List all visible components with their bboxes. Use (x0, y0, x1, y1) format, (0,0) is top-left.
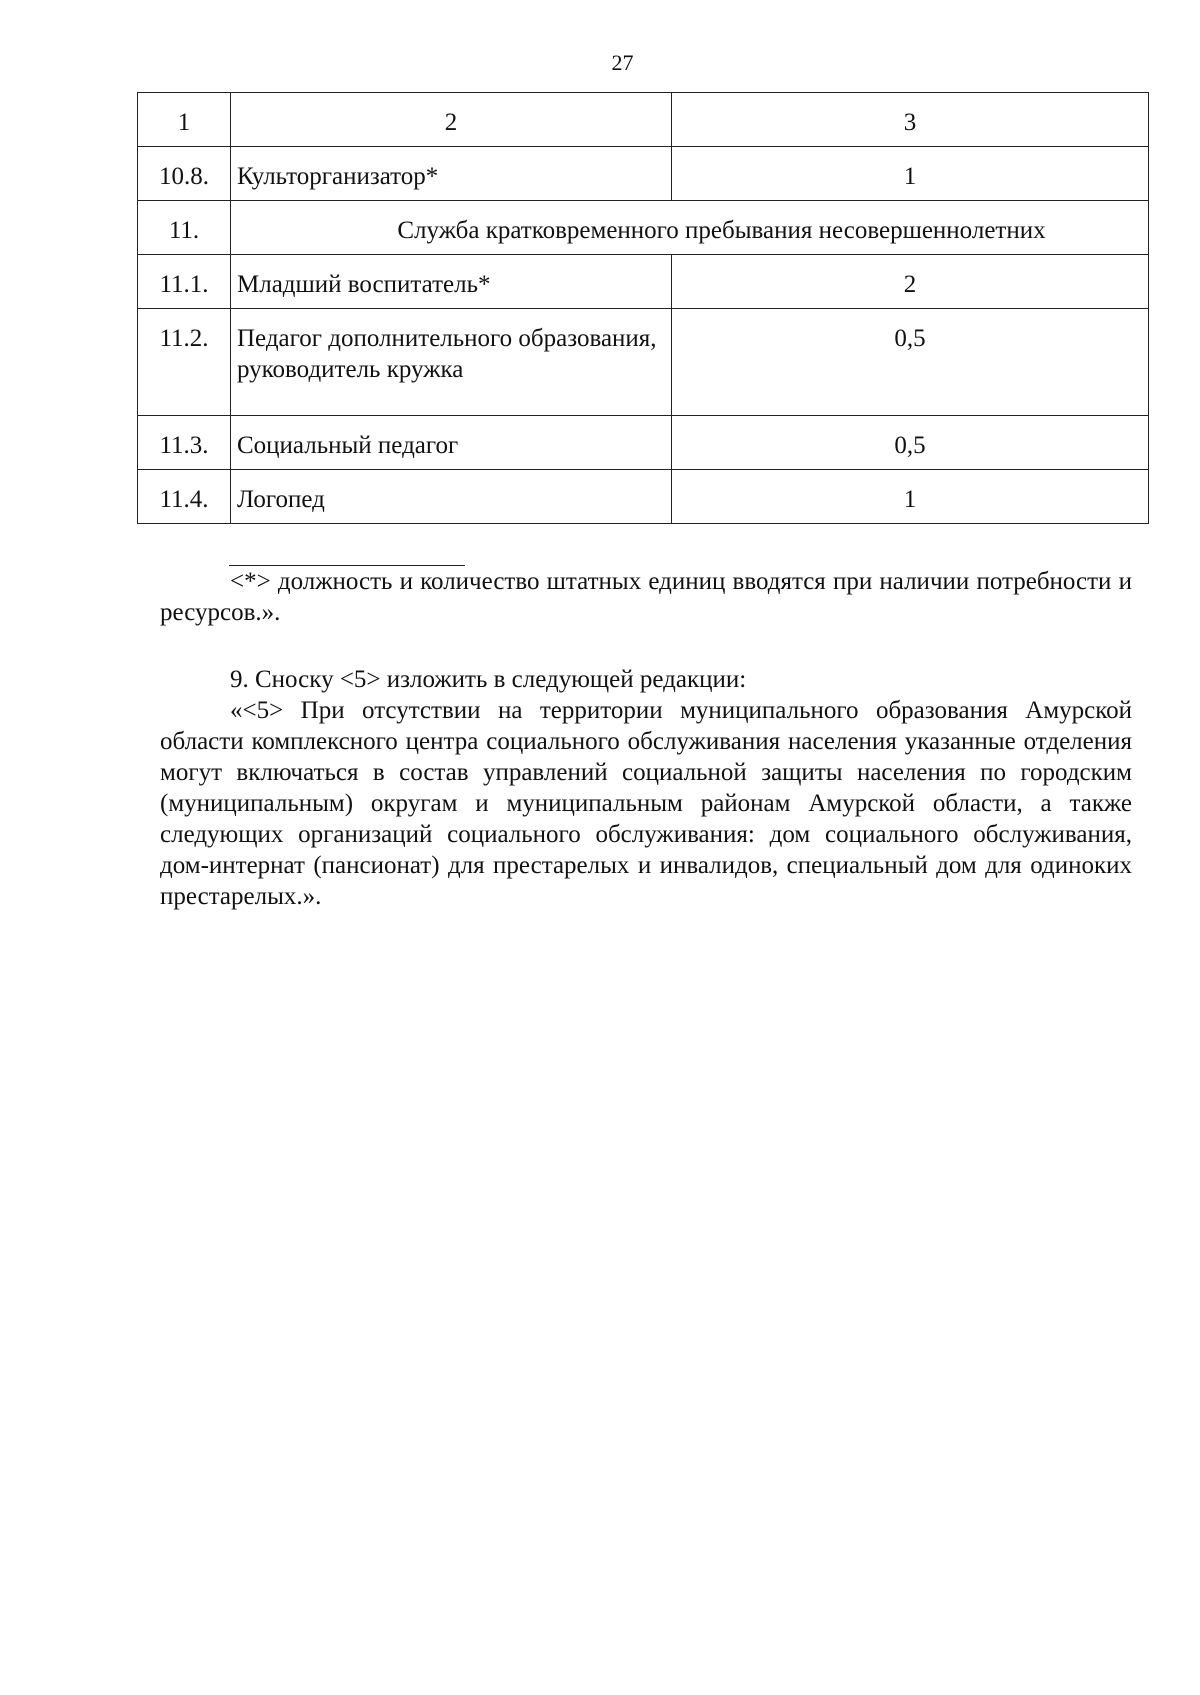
table-row (138, 470, 1149, 524)
table-header-row (138, 93, 1149, 147)
amendment-text (160, 664, 1132, 912)
footnote-text: <*> должность и количество штатных единиц вводятся при наличии потребности и ресурсов.». (160, 568, 1132, 626)
amendment-body: «<5> При отсутствии на территории муниципального образования Амурской области комплексного центра социального обслуживания населения указанные отделения могут включаться в состав управлений социальной защиты населения по городским (муниципальным) округам и муниципальным районам Амурской области, а также следующих организаций социального обслуживания: дом социального обслуживания, дом-интернат (пансионат) для престарелых и инвалидов, специальный дом для одиноких престарелых.». (160, 697, 1132, 910)
amendment-heading: 9. Сноску <5> изложить в следующей редакции: (230, 666, 747, 693)
header-cell-3: 3 (672, 93, 1149, 147)
position-name: Культорганизатор* (231, 147, 672, 201)
staff-table (137, 92, 1149, 524)
header-cell-1: 1 (138, 93, 231, 147)
table-row (138, 309, 1149, 416)
staff-quantity: 1 (672, 147, 1149, 201)
staff-quantity: 1 (672, 470, 1149, 524)
section-row (138, 201, 1149, 255)
page-number: 27 (611, 50, 634, 75)
section-title: Служба кратковременного пребывания несовершеннолетних (231, 201, 1149, 255)
table-row (138, 416, 1149, 470)
row-number: 11.3. (138, 416, 231, 470)
position-name: Младший воспитатель* (231, 255, 672, 309)
header-cell-2: 2 (231, 93, 672, 147)
row-number: 10.8. (138, 147, 231, 201)
table-row (138, 255, 1149, 309)
row-number: 11.1. (138, 255, 231, 309)
position-name: Социальный педагог (231, 416, 672, 470)
footnote (160, 566, 1132, 628)
staff-quantity: 0,5 (672, 416, 1149, 470)
row-number: 11.4. (138, 470, 231, 524)
staff-quantity: 2 (672, 255, 1149, 309)
position-name: Логопед (231, 470, 672, 524)
position-name: Педагог дополнительного образования, руководитель кружка (231, 309, 672, 416)
table-row (138, 147, 1149, 201)
row-number: 11.2. (138, 309, 231, 416)
staff-quantity: 0,5 (672, 309, 1149, 416)
section-number: 11. (138, 201, 231, 255)
